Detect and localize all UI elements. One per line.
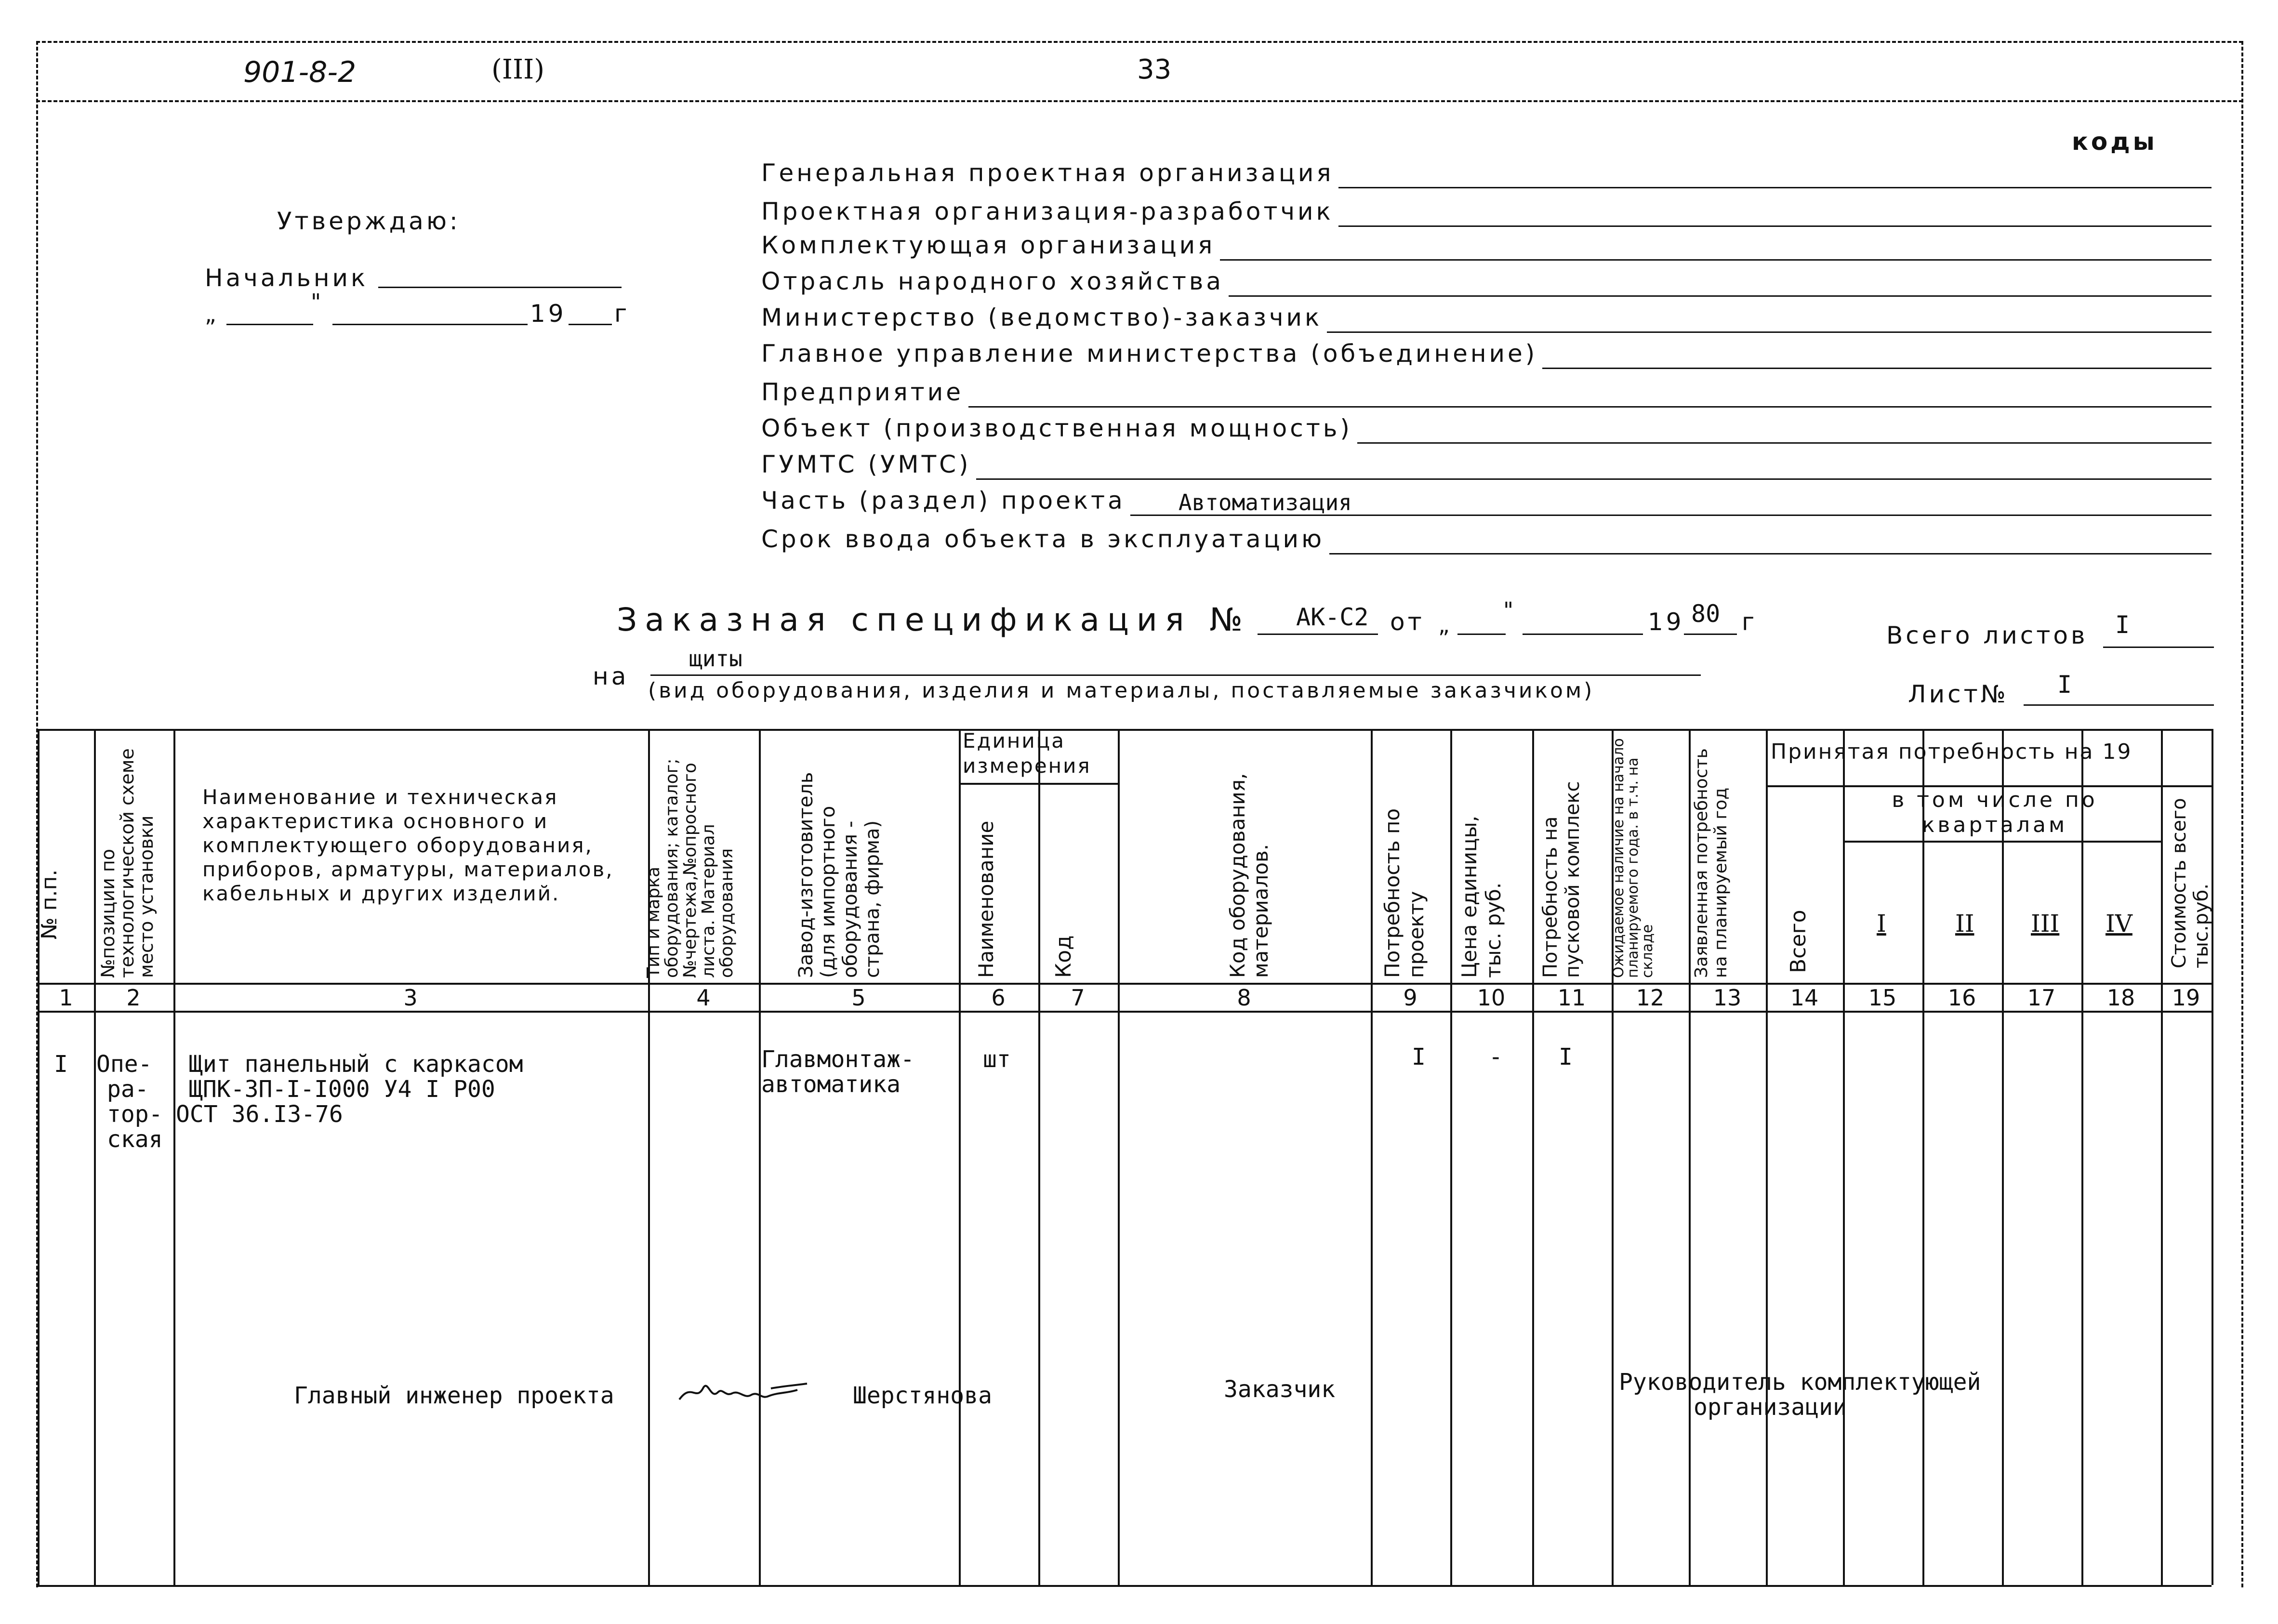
column-number: 11 bbox=[1557, 985, 1586, 1011]
org-field-line bbox=[1329, 553, 2212, 555]
row-no: I bbox=[54, 1051, 68, 1078]
hdr-c12: Ожидаемое наличие на начало планируемого года. в т.ч. на складе bbox=[1610, 738, 1656, 978]
org-field-line bbox=[1327, 331, 2212, 333]
column-divider bbox=[1532, 729, 1534, 1585]
org-field-label: ГУМТС (УМТС) bbox=[761, 450, 971, 478]
hdr-c5: Завод-изготовитель (для импортного оборудования - страна, фирма) bbox=[795, 772, 884, 978]
frame-right bbox=[2241, 41, 2243, 1587]
table-bottom-line bbox=[38, 1585, 2212, 1587]
codes-label: коды bbox=[2072, 128, 2158, 156]
spec-date-month-line bbox=[1523, 634, 1643, 635]
column-divider bbox=[1766, 729, 1768, 1585]
hdr-c11: Потребность на пусковой комплекс bbox=[1539, 781, 1584, 978]
hdr-c13: Заявленная потребность на планируемый год bbox=[1692, 748, 1731, 978]
row-manufacturer-2: автоматика bbox=[761, 1071, 901, 1098]
column-number: 6 bbox=[991, 985, 1006, 1011]
hdr-c6: Наименование bbox=[974, 820, 998, 978]
column-number: 17 bbox=[2027, 985, 2056, 1011]
spec-from: от bbox=[1390, 608, 1425, 636]
hdr-c9: Потребность по проекту bbox=[1380, 808, 1428, 978]
sheet-no-line bbox=[2024, 704, 2214, 706]
spec-g: г bbox=[1742, 608, 1758, 636]
hdr-c7: Код bbox=[1051, 935, 1076, 978]
org-field-label: Срок ввода объекта в эксплуатацию bbox=[761, 525, 1325, 553]
column-number: 14 bbox=[1790, 985, 1819, 1011]
signature-name: Шерстянова bbox=[853, 1382, 992, 1409]
page-number: 33 bbox=[1137, 54, 1172, 85]
spec-on: на bbox=[593, 662, 629, 690]
row-name-2: ЩПК-3П-I-I000 У4 I Р00 bbox=[189, 1076, 495, 1103]
row-position-4: ская bbox=[107, 1126, 163, 1153]
org-field-label: Проектная организация-разработчик bbox=[761, 198, 1334, 225]
volume-number: (III) bbox=[491, 54, 545, 85]
org-field-label: Министерство (ведомство)-заказчик bbox=[761, 304, 1323, 331]
date-year-line bbox=[569, 324, 612, 325]
hdr-c3: Наименование и техническая характеристика основного и комплектующего оборудования, приборов, арматуры, материалов, кабельных и других изделий. bbox=[202, 785, 614, 905]
row-position-3: тор- bbox=[107, 1101, 163, 1128]
hdr-q2: II bbox=[1955, 910, 1974, 937]
column-number: 5 bbox=[851, 985, 866, 1011]
row-need-project: I bbox=[1412, 1043, 1426, 1070]
accepted-subheader-line bbox=[1766, 785, 2212, 787]
hdr-q4: IV bbox=[2106, 910, 2132, 937]
spec-date-quote-open: „ bbox=[1438, 612, 1450, 638]
row-position-2: ра- bbox=[107, 1076, 149, 1103]
signature-head-org-2: организации bbox=[1694, 1394, 1847, 1421]
chief-label: Начальник bbox=[205, 264, 369, 292]
total-sheets-label: Всего листов bbox=[1886, 621, 2088, 649]
sheet-no-label: Лист№ bbox=[1908, 680, 2009, 708]
date-quote-open: „ bbox=[205, 301, 216, 327]
frame-header-line bbox=[36, 100, 2243, 102]
row-unit: шт bbox=[983, 1046, 1011, 1073]
org-field-label: Главное управление министерства (объединение) bbox=[761, 340, 1538, 368]
org-field-line bbox=[1338, 187, 2212, 188]
column-number: 19 bbox=[2172, 985, 2200, 1011]
signature-chief-engineer: Главный инженер проекта bbox=[294, 1382, 614, 1409]
quarters-subheader-line bbox=[1843, 841, 2161, 843]
table-left-line bbox=[38, 729, 40, 1585]
column-number: 3 bbox=[403, 985, 418, 1011]
spec-year-line bbox=[1684, 634, 1737, 635]
column-divider bbox=[2161, 729, 2163, 1585]
column-divider bbox=[959, 729, 961, 1585]
column-divider bbox=[2081, 729, 2083, 1585]
table-top-line bbox=[38, 729, 2212, 731]
spec-number-line bbox=[1258, 634, 1378, 635]
column-divider bbox=[2002, 729, 2004, 1585]
hdr-c2: №позиции по технологической схеме место установки bbox=[97, 748, 157, 978]
date-day-line bbox=[226, 324, 313, 325]
hdr-c8: Код оборудования, материалов. bbox=[1226, 773, 1272, 978]
column-number: 10 bbox=[1477, 985, 1506, 1011]
row-name-1: Щит панельный с каркасом bbox=[189, 1051, 523, 1078]
spec-year-prefix: 19 bbox=[1648, 608, 1684, 636]
row-manufacturer-1: Главмонтаж- bbox=[761, 1046, 914, 1073]
column-number: 15 bbox=[1868, 985, 1897, 1011]
column-number: 9 bbox=[1403, 985, 1417, 1011]
sheet-no-value: I bbox=[2057, 671, 2072, 699]
spec-number: АК-С2 bbox=[1296, 603, 1369, 631]
org-field-label: Отрасль народного хозяйства bbox=[761, 267, 1224, 295]
hdr-q1: I bbox=[1877, 910, 1886, 937]
column-number: 1 bbox=[59, 985, 73, 1011]
hdr-c19: Стоимость всего тыс.руб. bbox=[2168, 798, 2212, 968]
column-divider bbox=[173, 729, 175, 1585]
hdr-unit: Единица измерения bbox=[963, 729, 1091, 778]
total-sheets-line bbox=[2103, 647, 2214, 648]
row-price: - bbox=[1489, 1043, 1503, 1070]
org-field-line bbox=[1229, 295, 2212, 297]
column-number: 7 bbox=[1071, 985, 1085, 1011]
org-field-line bbox=[1220, 259, 2212, 261]
spec-date-day-line bbox=[1457, 634, 1506, 635]
column-number: 16 bbox=[1947, 985, 1976, 1011]
doc-code: 901-8-2 bbox=[243, 55, 357, 89]
handwritten-signature-icon bbox=[677, 1373, 821, 1412]
signature-head-org-1: Руководитель комплектующей bbox=[1619, 1369, 1981, 1396]
hdr-c10: Цена единицы, тыс. руб. bbox=[1457, 815, 1505, 978]
date-month-line bbox=[332, 324, 528, 325]
org-field-line bbox=[1338, 225, 2212, 227]
column-number: 8 bbox=[1237, 985, 1251, 1011]
spec-title: Заказная спецификация № bbox=[617, 601, 1251, 638]
org-field-line bbox=[976, 478, 2212, 480]
column-divider bbox=[1843, 729, 1845, 1585]
hdr-c4: Тип и марка оборудования; каталог; №чертежа,№опросного листа. Материал оборудования bbox=[644, 758, 737, 978]
date-year-prefix: 19 bbox=[530, 300, 567, 328]
column-number: 4 bbox=[696, 985, 711, 1011]
org-field-line bbox=[1542, 368, 2212, 369]
column-divider bbox=[1689, 729, 1691, 1585]
org-field-label: Комплектующая организация bbox=[761, 231, 1216, 259]
org-field-line bbox=[1357, 442, 2212, 444]
column-divider bbox=[1118, 729, 1120, 1585]
hdr-c14: Всего bbox=[1786, 910, 1811, 973]
spec-subject-note: (вид оборудования, изделия и материалы, поставляемые заказчиком) bbox=[648, 678, 1595, 703]
hdr-quarters: в том числе по кварталам bbox=[1892, 788, 2098, 837]
unit-subheader-line bbox=[959, 783, 1118, 785]
org-field-line bbox=[968, 406, 2212, 408]
total-sheets-value: I bbox=[2115, 611, 2130, 639]
org-field-label: Генеральная проектная организация bbox=[761, 159, 1334, 187]
row-need-complex: I bbox=[1559, 1043, 1573, 1070]
column-number: 12 bbox=[1636, 985, 1665, 1011]
column-divider bbox=[1450, 729, 1452, 1585]
spec-date-quote-close: " bbox=[1503, 597, 1514, 623]
column-divider bbox=[1038, 729, 1040, 1585]
column-divider bbox=[1371, 729, 1373, 1585]
column-divider bbox=[759, 729, 761, 1585]
hdr-q3: III bbox=[2031, 910, 2060, 937]
spec-subject-line bbox=[650, 674, 1701, 676]
hdr-c1: № п.п. bbox=[37, 869, 62, 939]
approve-label: Утверждаю: bbox=[277, 207, 461, 235]
org-field-label: Предприятие bbox=[761, 378, 964, 406]
hdr-accepted: Принятая потребность на 19 bbox=[1771, 739, 2132, 764]
spec-year-suffix: 80 bbox=[1691, 600, 1721, 628]
column-divider bbox=[94, 729, 96, 1585]
org-field-label: Часть (раздел) проекта bbox=[761, 487, 1126, 515]
column-number: 18 bbox=[2106, 985, 2135, 1011]
date-suffix: г bbox=[614, 300, 630, 328]
org-field-label: Объект (производственная мощность) bbox=[761, 414, 1352, 442]
spec-subject: щиты bbox=[689, 646, 742, 672]
column-numbers-bottom-line bbox=[38, 1011, 2212, 1013]
column-divider bbox=[1922, 729, 1924, 1585]
column-number: 13 bbox=[1713, 985, 1742, 1011]
org-field-value: Автоматизация bbox=[1178, 489, 1352, 515]
column-number: 2 bbox=[126, 985, 141, 1011]
row-name-3: ОСТ 36.I3-76 bbox=[176, 1101, 343, 1128]
date-quote-close: " bbox=[311, 289, 321, 315]
chief-signature-line bbox=[378, 287, 622, 288]
signature-customer: Заказчик bbox=[1224, 1376, 1336, 1403]
frame-top bbox=[36, 41, 2243, 43]
row-position-1: Опе- bbox=[96, 1051, 152, 1078]
